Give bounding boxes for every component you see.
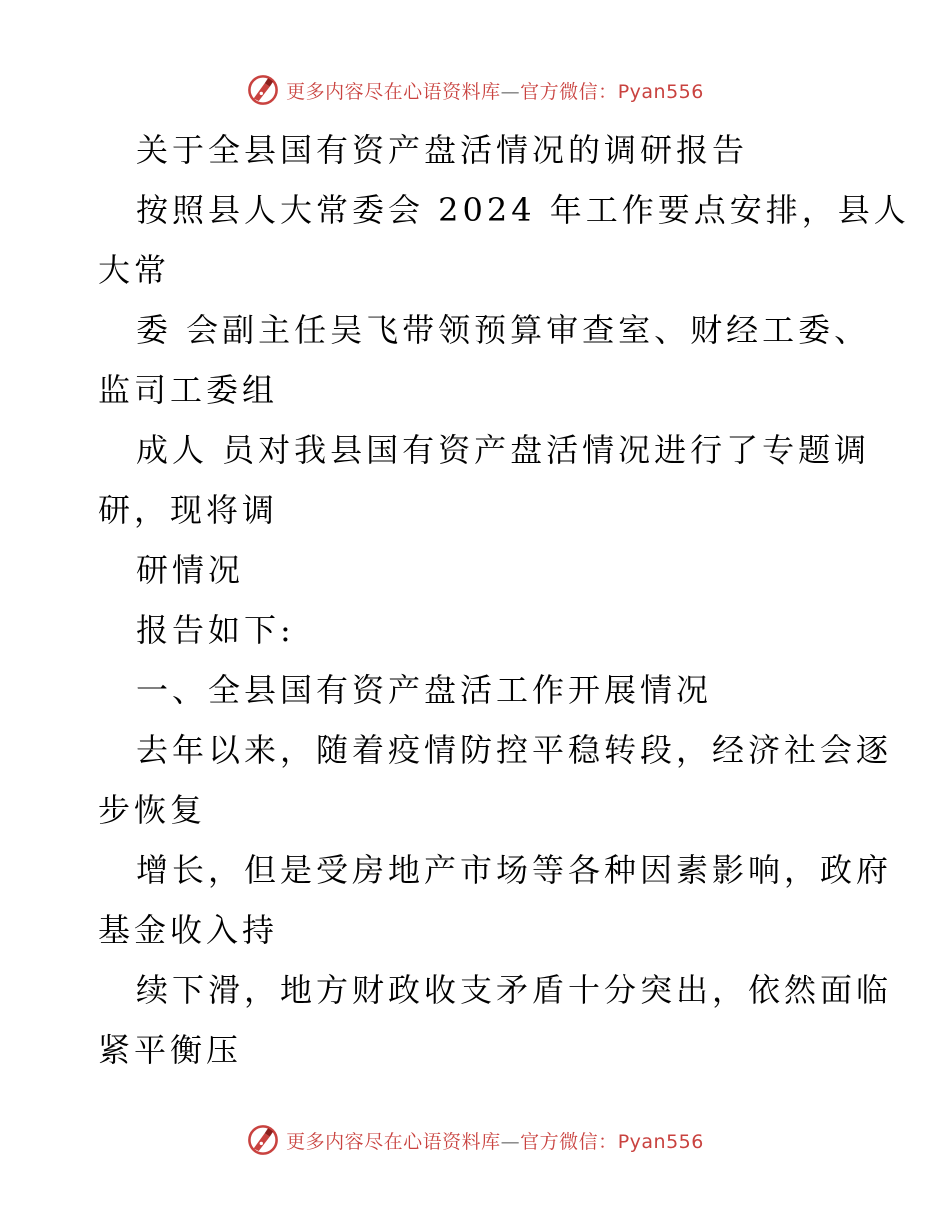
- watermark-main: 更多内容尽在心语资料库: [286, 80, 501, 103]
- paragraph-line: 成人 员对我县国有资产盘活情况进行了专题调: [136, 431, 871, 469]
- section-heading: 一、全县国有资产盘活工作开展情况: [136, 671, 713, 709]
- paragraph-line: 去年以来，随着疫情防控平稳转段，经济社会逐: [136, 731, 893, 769]
- paragraph-line: 研，现将调: [98, 491, 279, 529]
- document-title: 关于全县国有资产盘活情况的调研报告: [136, 131, 749, 169]
- paragraph-line: 续下滑，地方财政收支矛盾十分突出，依然面临: [136, 971, 893, 1009]
- watermark-handle: Pyan556: [617, 80, 704, 103]
- paragraph-line: 紧平衡压: [98, 1031, 243, 1069]
- pen-nib-seal-icon: [246, 1123, 280, 1157]
- paragraph-line: 基金收入持: [98, 911, 279, 949]
- paragraph-line: 报告如下:: [136, 611, 295, 649]
- watermark-separator: —: [500, 1130, 521, 1153]
- paragraph-line: 大常: [98, 251, 171, 289]
- pen-nib-seal-icon: [246, 73, 280, 107]
- watermark-separator: —: [500, 80, 521, 103]
- watermark-handle: Pyan556: [617, 1130, 704, 1153]
- paragraph-line: 按照县人大常委会 2024 年工作要点安排，县人: [136, 191, 910, 229]
- paragraph-line: 增长，但是受房地产市场等各种因素影响，政府: [136, 851, 893, 889]
- header-watermark: [0, 70, 950, 110]
- document-body: [98, 120, 910, 1080]
- paragraph-line: 监司工委组: [98, 371, 279, 409]
- footer-watermark: [0, 1120, 950, 1160]
- watermark-text: [286, 77, 704, 104]
- watermark-label: 官方微信：: [520, 80, 618, 103]
- watermark-main: 更多内容尽在心语资料库: [286, 1130, 501, 1153]
- paragraph-line: 步恢复: [98, 791, 207, 829]
- watermark-label: 官方微信：: [520, 1130, 618, 1153]
- watermark-text: [286, 1127, 704, 1154]
- paragraph-line: 委 会副主任吴飞带领预算审查室、财经工委、: [136, 311, 871, 349]
- paragraph-line: 研情况: [136, 551, 245, 589]
